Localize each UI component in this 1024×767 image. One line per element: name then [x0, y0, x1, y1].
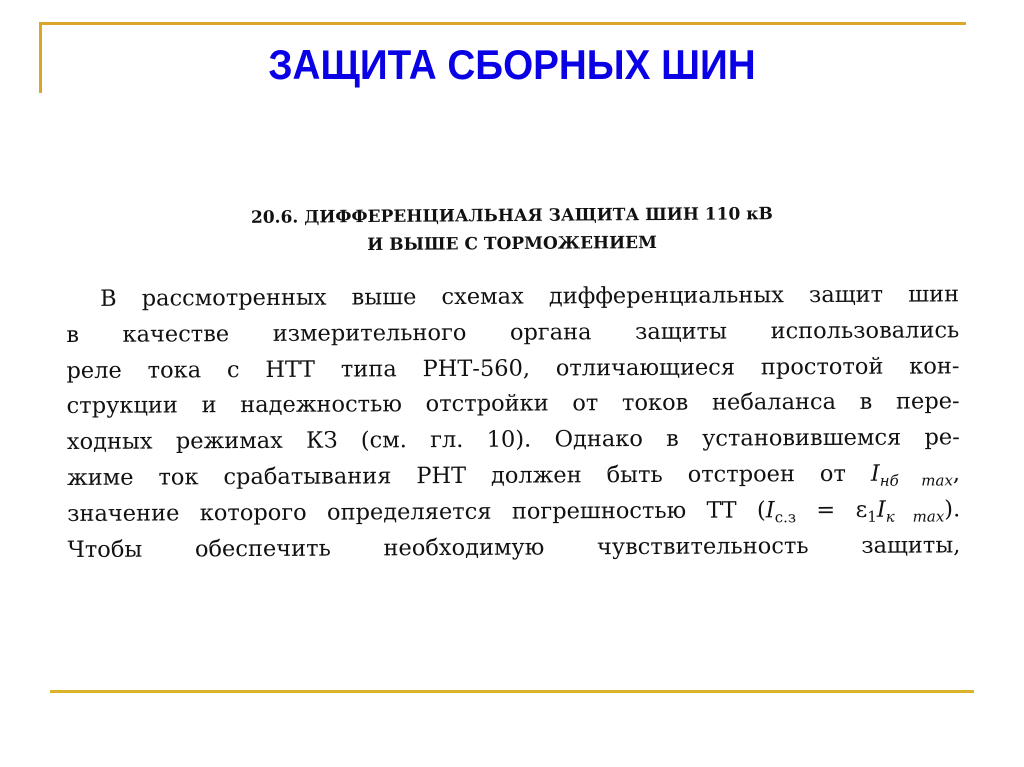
paragraph-line: реле тока с НТТ типа РНТ-560, отличающиеся простотой кон- — [66, 352, 960, 384]
formula-punctuation: ). — [944, 496, 961, 523]
paragraph-line: Чтобы обеспечить необходимую чувствительность защиты, — [67, 531, 961, 563]
setting-current-formula — [756, 496, 961, 527]
formula-symbol: I — [870, 460, 880, 487]
formula-symbol: I — [876, 496, 886, 523]
paragraph-line-with-formula — [67, 456, 960, 496]
frame-top-rule — [40, 22, 966, 25]
section-heading — [0, 198, 1024, 261]
formula-subscript: нб max — [879, 471, 953, 490]
formula-subscript: с.з — [774, 507, 797, 527]
paragraph-line: ходных режимах КЗ (см. гл. 10). Однако в установившемся ре- — [66, 424, 960, 456]
formula-subscript: к max — [885, 507, 945, 526]
section-heading-line-1: 20.6. ДИФФЕРЕНЦИАЛЬНАЯ ЗАЩИТА ШИН 110 кВ — [250, 204, 773, 228]
paragraph-line-with-formula — [67, 492, 960, 532]
formula-equals: = — [795, 496, 856, 523]
unbalance-current-formula — [870, 460, 961, 490]
paragraph-line-text: значение которого определяется погрешностью ТТ — [67, 497, 737, 527]
frame-bottom-rule — [50, 690, 974, 693]
formula-coefficient: ε — [855, 496, 868, 523]
formula-punctuation: ( — [756, 497, 766, 524]
paragraph-line-text: жиме ток срабатывания РНТ должен быть отстроен от — [66, 460, 846, 491]
paragraph-line: струкции и надежностью отстройки от токов небаланса в пере- — [66, 388, 960, 420]
formula-symbol: I — [765, 497, 775, 524]
section-heading-line-2: И ВЫШЕ С ТОРМОЖЕНИЕМ — [367, 232, 658, 256]
paragraph-line: В рассмотренных выше схемах дифференциальных защит шин — [100, 281, 960, 312]
scanned-paragraph — [66, 277, 960, 568]
formula-punctuation: , — [952, 460, 961, 487]
formula-subscript: 1 — [867, 507, 877, 526]
paragraph-line: в качестве измерительного органа защиты использовались — [66, 317, 960, 348]
slide-title: ЗАЩИТА СБОРНЫХ ШИН — [268, 41, 756, 88]
